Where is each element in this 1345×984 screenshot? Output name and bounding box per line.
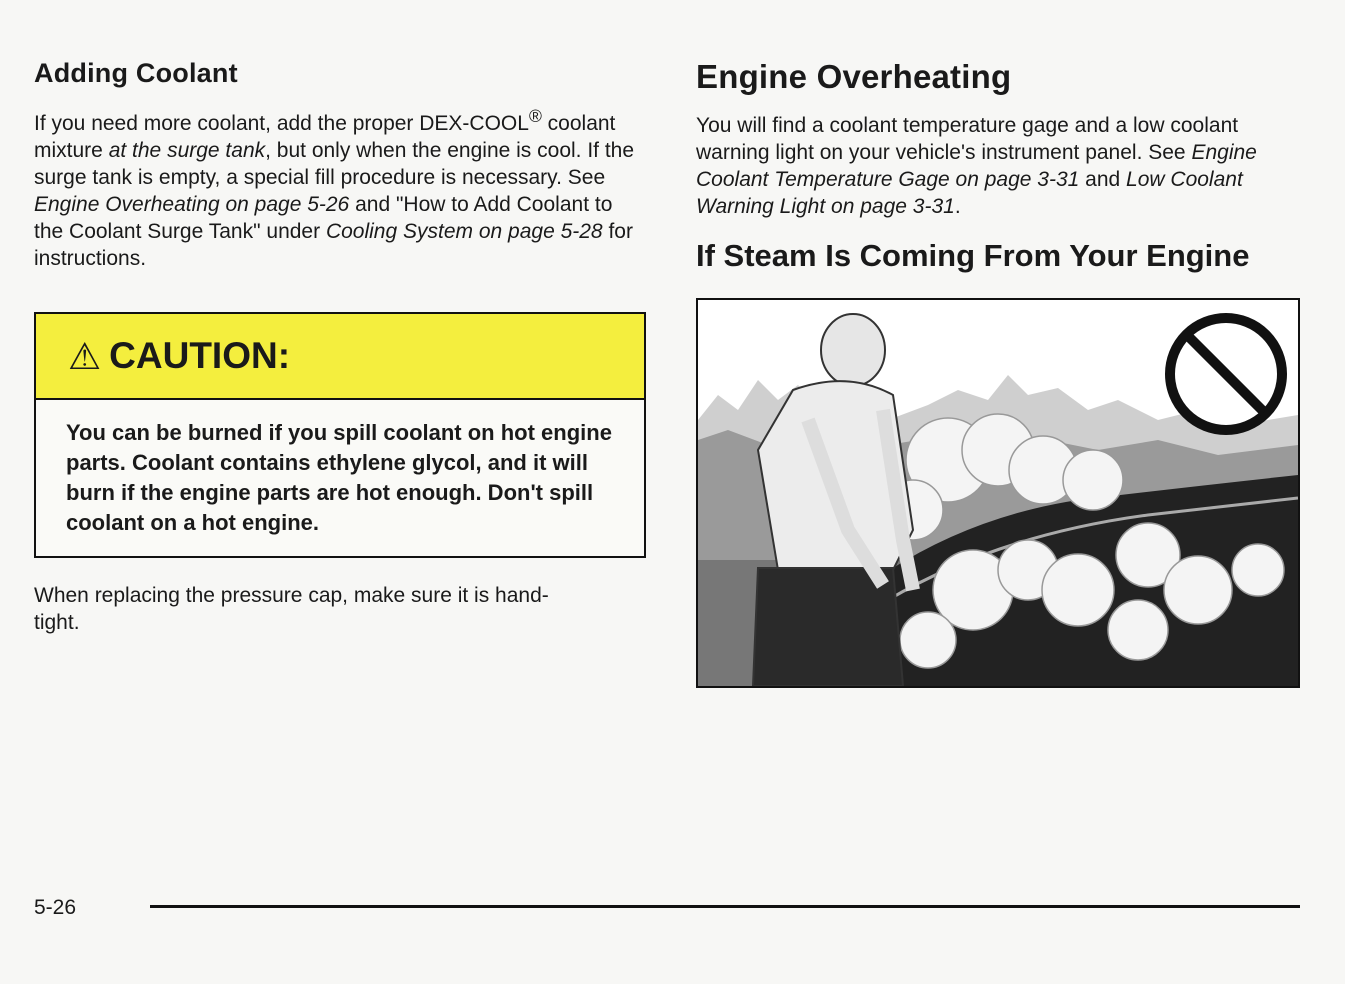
engine-overheating-paragraph: You will find a coolant temperature gage and a low coolant warning light on your vehicle's instrument panel. See Engine Coolant Temperature Gage on page 3-31 and Low Coolant Warning Light on page 3-31. — [696, 114, 1257, 218]
caution-header — [36, 314, 644, 400]
caution-title: CAUTION: — [109, 335, 291, 376]
pressure-cap-note — [34, 582, 594, 636]
warning-triangle-icon: ⚠ — [68, 335, 102, 377]
man-opening-hood-with-steam-illustration — [698, 300, 1298, 686]
pressure-cap-paragraph: When replacing the pressure cap, make sure it is hand-tight. — [34, 584, 549, 634]
footer-rule — [150, 905, 1300, 908]
prohibition-icon — [1170, 318, 1282, 430]
section-heading-adding-coolant: Adding Coolant — [34, 58, 238, 88]
section-heading-engine-overheating: Engine Overheating — [696, 58, 1012, 95]
caution-text: You can be burned if you spill coolant on hot engine parts. Coolant contains ethylene glycol, and it will burn if the engine parts are hot enough. Don't spill coolant on a hot engine. — [66, 420, 612, 535]
caution-box — [34, 312, 646, 558]
section-heading-steam: If Steam Is Coming From Your Engine — [696, 238, 1250, 273]
left-column — [34, 58, 646, 272]
page-number: 5-26 — [34, 896, 77, 919]
steam-illustration — [696, 298, 1300, 688]
adding-coolant-paragraph: If you need more coolant, add the proper DEX-COOL® coolant mixture at the surge tank, but only when the engine is cool. If the surge tank is empty, a special fill procedure is necessary. See Engine Overheating on page 5-26 and "How to Add Coolant to the Coolant Surge Tank" under Cooling System on page 5-28 for instructions. — [34, 106, 635, 270]
right-column — [696, 58, 1306, 294]
